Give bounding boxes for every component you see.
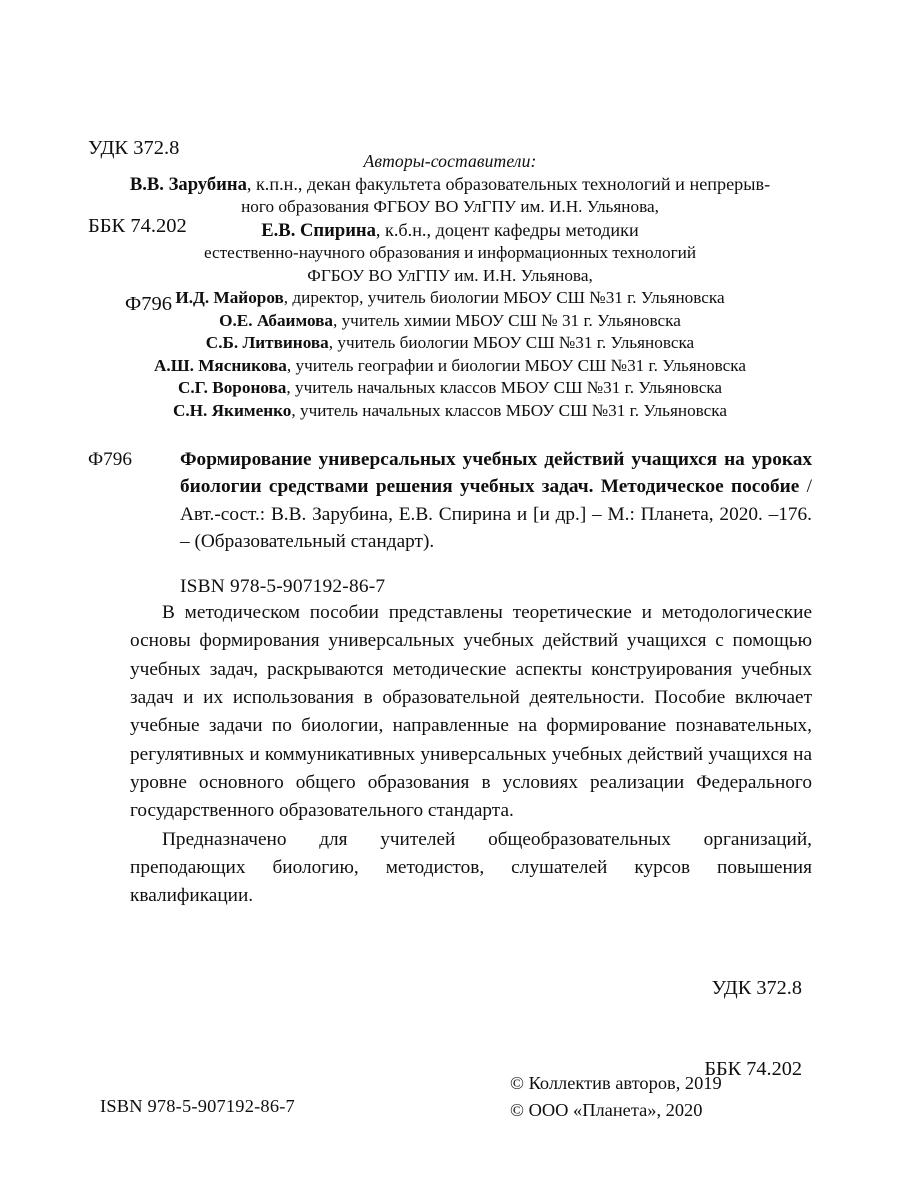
annotation-paragraph-1: В методическом пособии представлены теоретические и методологические основы формирования универсальных учебных действий учащихся с помощью учебных задач, раскрываются методические аспекты конструирования учебных задач и их использования в образовательной деятельности. Пособие включает учебные задачи по биологии, направленные на формирование познавательных, регулятивных и коммуникативных универсальных учебных действий учащихся на уровне основного общего образования в условиях реализации Федерального государственного образовательного стандарта. xyxy=(130,602,812,822)
compiler-entry-8 xyxy=(88,400,812,423)
compiler-role-6: , учитель географии и биологии МБОУ СШ №31 г. Ульяновска xyxy=(286,355,746,375)
udc-code-top: УДК 372.8 xyxy=(88,137,180,159)
author-mark-record: Ф796 xyxy=(88,449,132,470)
bibliographic-record xyxy=(88,446,812,598)
annotation-block xyxy=(130,599,812,911)
compiler-entry-6 xyxy=(88,355,812,378)
compilers-heading: Авторы-составители: xyxy=(363,151,537,171)
compiler-role-4: , учитель химии МБОУ СШ № 31 г. Ульяновска xyxy=(332,310,681,330)
compiler-entry-1-cont-1: ного образования ФГБОУ ВО УлГПУ им. И.Н. Ульянова, xyxy=(241,197,659,217)
compiler-role-7: , учитель начальных классов МБОУ СШ №31 г. Ульяновска xyxy=(286,378,723,398)
book-imprint: / Авт.-сост.: В.В. Зарубина, Е.В. Спирина и [и др.] – М.: Планета, 2020. –176. – (Образовательный стандарт). xyxy=(180,476,812,553)
udc-code-bottom: УДК 372.8 xyxy=(711,977,802,999)
compiler-entry-7 xyxy=(88,377,812,400)
compiler-entry-2 xyxy=(88,219,812,243)
compiler-role-8: , учитель начальных классов МБОУ СШ №31 г. Ульяновска xyxy=(291,401,728,421)
compiler-entry-4 xyxy=(88,310,812,333)
compiler-role-3: , директор, учитель биологии МБОУ СШ №31 г. Ульяновска xyxy=(283,288,725,308)
author-mark-top: Ф796 xyxy=(125,293,172,315)
compiler-name-8: С.Н. Якименко xyxy=(172,401,292,421)
copyright-block xyxy=(510,1070,722,1123)
compiler-name-6: А.Ш. Мясникова xyxy=(154,355,287,375)
bbk-code-bottom: ББК 74.202 xyxy=(704,1058,802,1080)
copyright-publisher: © ООО «Планета», 2020 xyxy=(510,1099,703,1120)
compiler-entry-5 xyxy=(88,332,812,355)
bbk-code-top: ББК 74.202 xyxy=(88,215,187,237)
compilers-block xyxy=(88,150,812,423)
compiler-name-3: И.Д. Майоров xyxy=(175,288,284,308)
compiler-name-5: С.Б. Литвинова xyxy=(205,333,329,353)
compiler-entry-1 xyxy=(88,173,812,197)
copyright-authors: © Коллектив авторов, 2019 xyxy=(510,1073,722,1093)
compiler-role-5: , учитель биологии МБОУ СШ №31 г. Ульяновска xyxy=(328,333,695,353)
compiler-entry-3 xyxy=(88,287,812,310)
isbn-record: ISBN 978-5-907192-86-7 xyxy=(180,575,386,597)
annotation-paragraph-2: Предназначено для учителей общеобразовательных организаций, преподающих биологию, методистов, слушателей курсов повышения квалификации. xyxy=(130,828,812,907)
compiler-name-1: В.В. Зарубина xyxy=(129,173,247,195)
bibliographic-description xyxy=(180,446,812,556)
compiler-role-2: , к.б.н., доцент кафедры методики xyxy=(375,219,639,240)
compiler-name-2: Е.В. Спирина xyxy=(261,219,376,241)
compiler-name-7: С.Г. Воронова xyxy=(177,378,287,398)
book-title: Формирование универсальных учебных действий учащихся на уроках биологии средствами решения учебных задач. Методическое пособие xyxy=(180,449,812,498)
compiler-entry-2-cont-1: естественно-научного образования и информационных технологий xyxy=(203,243,697,263)
compiler-role-1: , к.п.н., декан факультета образовательных технологий и непрерыв- xyxy=(246,173,771,194)
compiler-entry-2-cont-2: ФГБОУ ВО УлГПУ им. И.Н. Ульянова, xyxy=(307,265,593,285)
compiler-name-4: О.Е. Абаимова xyxy=(219,310,333,330)
isbn-footer: ISBN 978-5-907192-86-7 xyxy=(100,1096,295,1116)
